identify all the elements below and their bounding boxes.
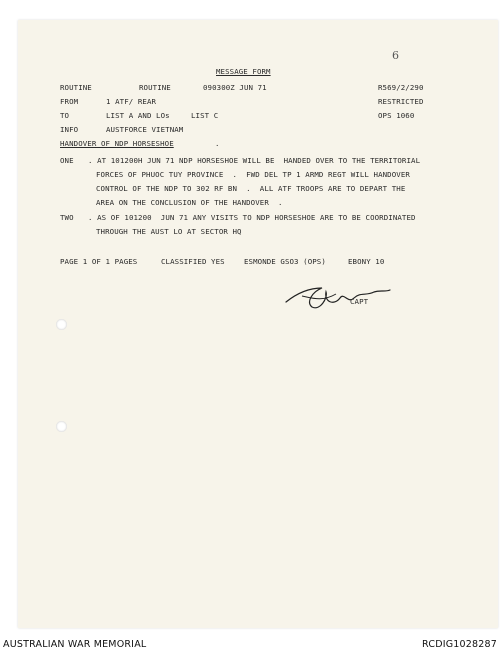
from-label: FROM (60, 97, 79, 106)
handwritten-page-number: 6 (392, 49, 399, 62)
file-reference: R569/2/290 (378, 83, 424, 92)
classified-flag: CLASSIFIED YES (161, 257, 225, 266)
precedence-1: ROUTINE (60, 83, 92, 92)
para-two-line: THROUGH THE AUST LO AT SECTOR HQ (96, 227, 242, 236)
para-two-line: . AS OF 101200 JUN 71 ANY VISITS TO NDP HORSESHOE ARE TO BE COORDINATED (88, 213, 416, 222)
para-two-label: TWO (60, 213, 74, 222)
precedence-2: ROUTINE (139, 83, 171, 92)
handwritten-signature (282, 280, 392, 314)
telephone-extension: EBONY 10 (348, 257, 385, 266)
para-one-label: ONE (60, 156, 74, 165)
signatory-rank: CAPT (350, 297, 369, 306)
archive-credit: AUSTRALIAN WAR MEMORIAL (3, 639, 147, 650)
originator: ESMONDE GSO3 (OPS) (244, 257, 326, 266)
date-time-group: 090300Z JUN 71 (203, 83, 267, 92)
para-one-line: FORCES OF PHUOC TUY PROVINCE . FWD DEL TP 1 ARMD REGT WILL HANDOVER (96, 170, 410, 179)
info-label: INFO (60, 125, 79, 134)
ops-number: OPS 1060 (378, 111, 415, 120)
punch-hole-lower (56, 421, 67, 432)
para-one-line: . AT 101200H JUN 71 NDP HORSESHOE WILL BE HANDED OVER TO THE TERRITORIAL (88, 156, 421, 165)
para-one-line: AREA ON THE CONCLUSION OF THE HANDOVER . (96, 198, 283, 207)
page-count: PAGE 1 OF 1 PAGES (60, 257, 138, 266)
record-id: RCDIG1028287 (422, 639, 497, 650)
punch-hole-upper (56, 319, 67, 330)
to-label: TO (60, 111, 70, 120)
to-value: LIST A AND LOs (106, 111, 170, 120)
from-value: 1 ATF/ REAR (106, 97, 157, 106)
classification: RESTRICTED (378, 97, 424, 106)
info-value: AUSTFORCE VIETNAM (106, 125, 184, 134)
subject-suffix: . (215, 139, 220, 148)
subject-line: HANDOVER OF NDP HORSESHOE (60, 139, 174, 148)
message-form-page (18, 20, 498, 628)
form-title: MESSAGE FORM (216, 67, 271, 76)
para-one-line: CONTROL OF THE NDP TO 302 RF BN . ALL ATF TROOPS ARE TO DEPART THE (96, 184, 406, 193)
to-list: LIST C (191, 111, 219, 120)
